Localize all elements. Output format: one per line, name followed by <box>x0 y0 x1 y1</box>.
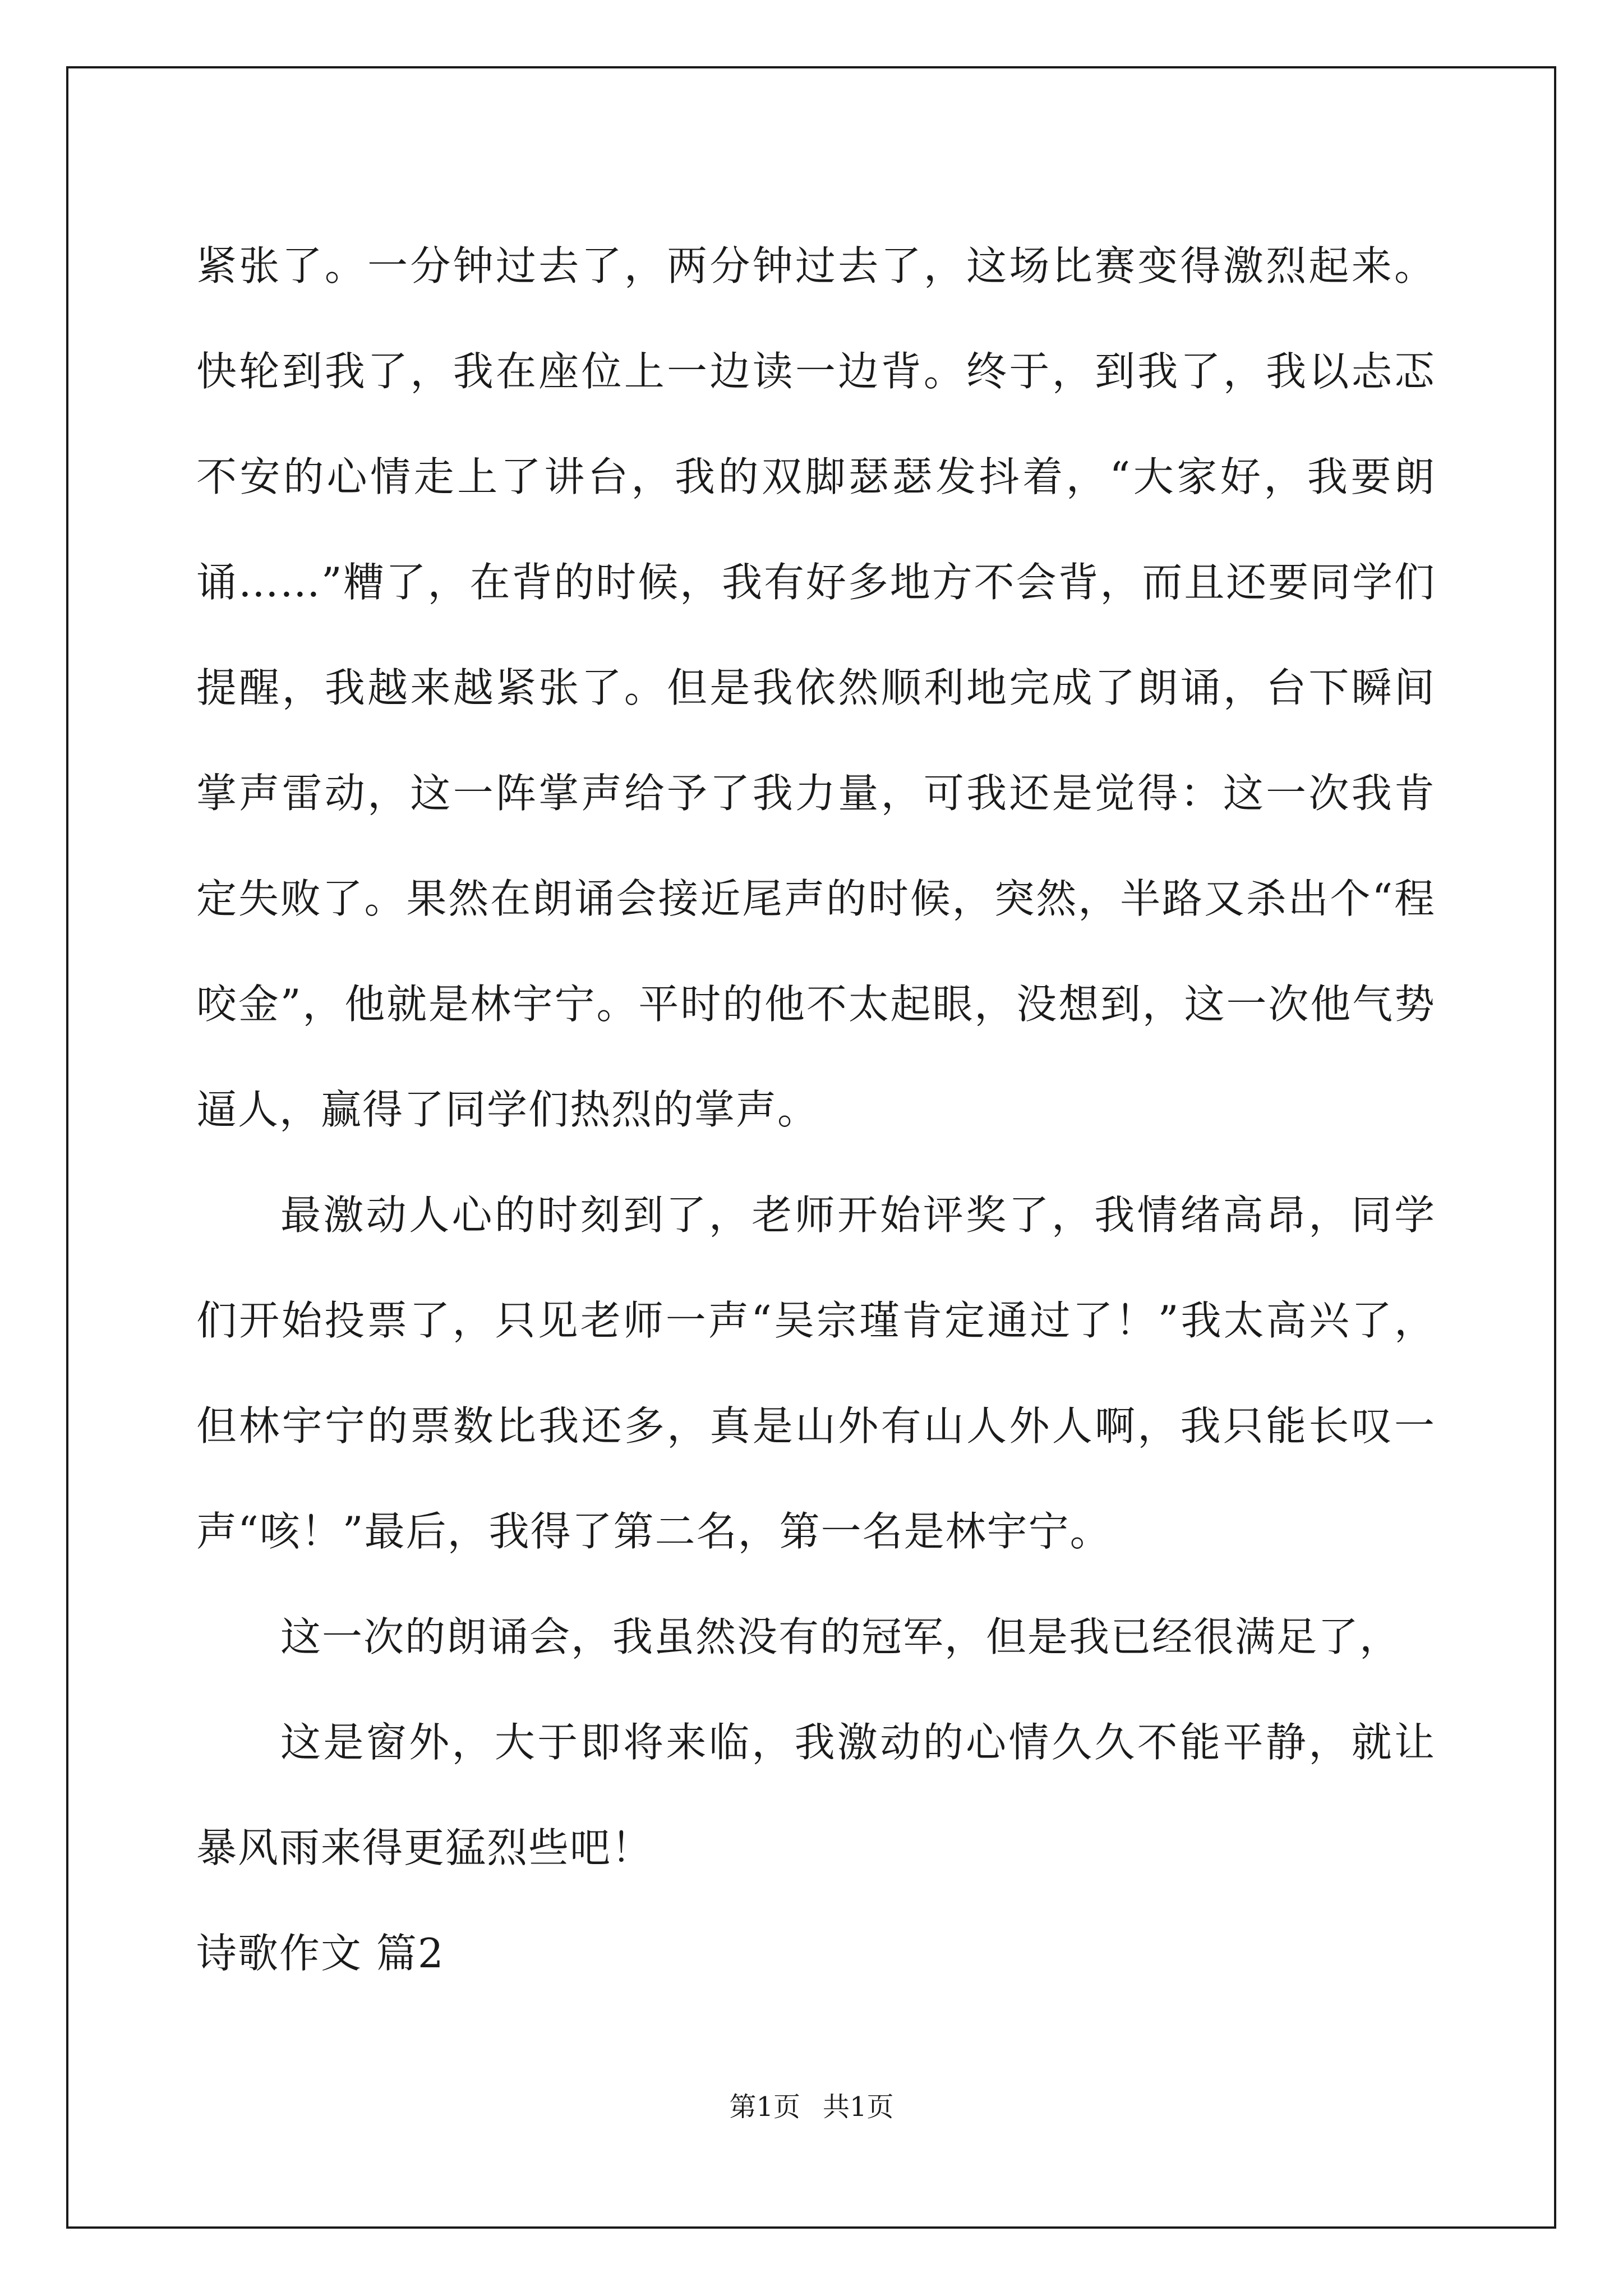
page-total: 共1页 <box>823 2091 894 2123</box>
page-number: 第1页 <box>729 2091 800 2123</box>
paragraph-3: 这一次的朗诵会，我虽然没有的冠军，但是我已经很满足了， <box>280 1613 1401 1660</box>
section-heading: 诗歌作文 篇2 <box>196 1930 445 1977</box>
paragraph-2: 最激动人心的时刻到了，老师开始评奖了，我情绪高昂，同学们开始投票了，只见老师一声“吴宗瑾肯定通过了！”我太高兴了，但林宇宁的票数比我还多，真是山外有山人外人啊，我只能长叹一声“咳！”最后，我得了第二名，第一名是林宇宁。 <box>196 1191 1436 1555</box>
paragraph-4: 这是窗外，大于即将来临，我激动的心情久久不能平静，就让暴风雨来得更猛烈些吧！ <box>196 1719 1436 1871</box>
paragraph-1: 紧张了。一分钟过去了，两分钟过去了，这场比赛变得激烈起来。快轮到我了，我在座位上一边读一边背。终于，到我了，我以忐忑不安的心情走上了讲台，我的双脚瑟瑟发抖着，“大家好，我要朗诵……”糟了，在背的时候，我有好多地方不会背，而且还要同学们提醒，我越来越紧张了。但是我依然顺利地完成了朗诵，台下瞬间掌声雷动，这一阵掌声给予了我力量，可我还是觉得：这一次我肯定失败了。果然在朗诵会接近尾声的时候，突然，半路又杀出个“程咬金”，他就是林宇宁。平时的他不太起眼，没想到，这一次他气势逼人，赢得了同学们热烈的掌声。 <box>196 242 1436 1133</box>
document-body <box>196 213 1436 2006</box>
page-footer <box>0 2090 1623 2124</box>
